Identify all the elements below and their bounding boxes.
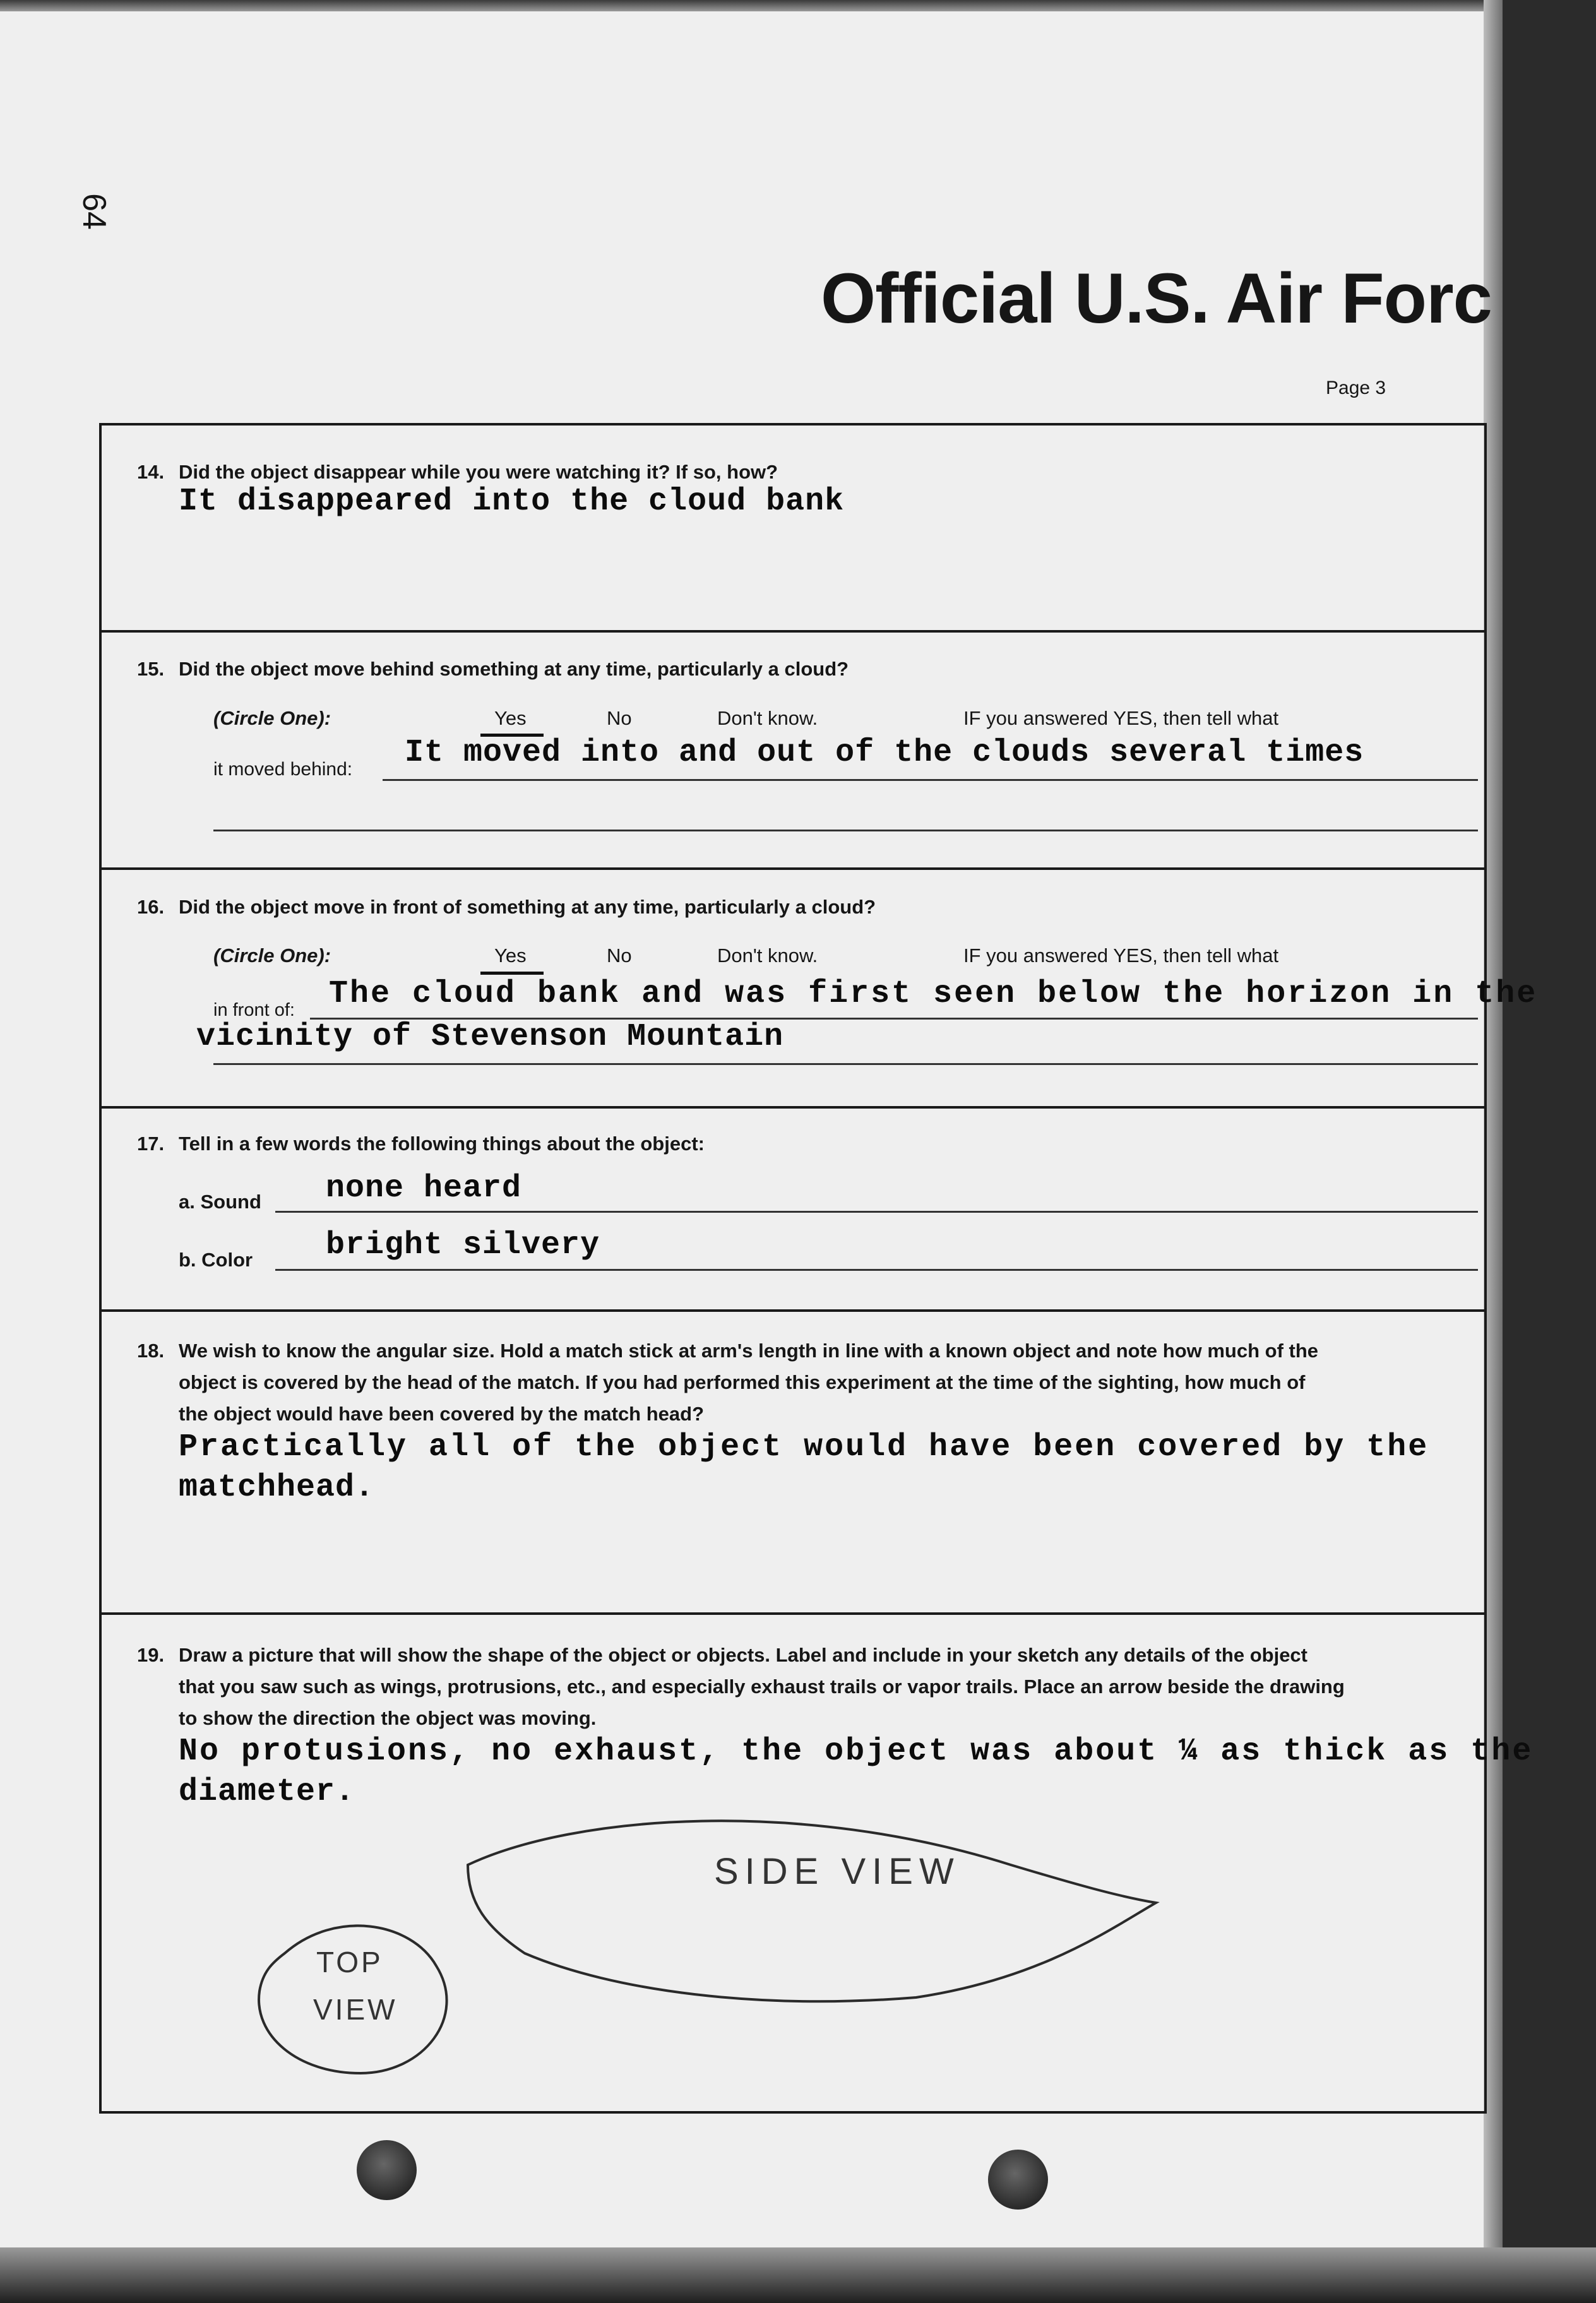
q15-circle-label: (Circle One): [213, 707, 331, 729]
binder-hole-punch [988, 2150, 1048, 2210]
form-title: Official U.S. Air Forc [821, 259, 1492, 338]
q17-sound-label: a. Sound [179, 1191, 261, 1213]
q17-number: 17. [137, 1133, 165, 1155]
q16-option-dont-know: Don't know. [717, 944, 818, 967]
q16-text: Did the object move in front of something at any time, particularly a cloud? [179, 896, 876, 918]
top-view-label-2: VIEW [313, 1993, 398, 2026]
q18-text-line-2: object is covered by the head of the match. If you had performed this experiment at the time of the sighting, how much of [179, 1371, 1306, 1393]
q15-option-yes: Yes [494, 707, 527, 729]
q19-number: 19. [137, 1644, 165, 1666]
q16-option-no: No [607, 944, 632, 967]
q16-if-yes-instruction: IF you answered YES, then tell what [963, 944, 1279, 967]
q16-answer-line-1: The cloud bank and was first seen below the horizon in the [329, 976, 1538, 1012]
q18-text-line-1: We wish to know the angular size. Hold a match stick at arm's length in line with a known object and note how much of the [179, 1340, 1319, 1362]
q15-number: 15. [137, 658, 165, 680]
answer-line [383, 779, 1478, 781]
q19-answer-line-2: diameter. [179, 1774, 355, 1810]
q17-text: Tell in a few words the following things about the object: [179, 1133, 705, 1155]
q18-number: 18. [137, 1340, 165, 1362]
section-divider [102, 1612, 1484, 1615]
page-label: Page 3 [1326, 378, 1386, 398]
q15-option-no: No [607, 707, 632, 729]
top-view-label-1: TOP [316, 1946, 383, 1979]
answer-line [213, 830, 1478, 831]
q17-color-answer: bright silvery [326, 1227, 600, 1263]
q16-number: 16. [137, 896, 165, 918]
q15-behind-label: it moved behind: [213, 759, 353, 780]
q16-in-front-label: in front of: [213, 1000, 295, 1020]
section-divider [102, 1309, 1484, 1312]
q14-text: Did the object disappear while you were watching it? If so, how? [179, 461, 778, 483]
q18-answer-line-2: matchhead. [179, 1470, 375, 1506]
scan-bottom-edge [0, 2247, 1596, 2303]
q19-answer-line-1: No protusions, no exhaust, the object was about ¼ as thick as the [179, 1734, 1533, 1770]
q14-prompt [137, 461, 778, 484]
q17-prompt [137, 1133, 705, 1155]
q18-prompt [137, 1340, 1318, 1362]
q19-sketch [171, 1802, 1307, 2092]
scan-right-edge [1503, 0, 1596, 2303]
section-divider [102, 1106, 1484, 1109]
q18-text-line-3: the object would have been covered by the match head? [179, 1403, 705, 1425]
q19-text-line-1: Draw a picture that will show the shape of the object or objects. Label and include in your sketch any details of the object [179, 1644, 1307, 1666]
q15-prompt [137, 658, 849, 681]
q15-text: Did the object move behind something at any time, particularly a cloud? [179, 658, 849, 680]
q15-option-dont-know: Don't know. [717, 707, 818, 729]
q17-sound-answer: none heard [326, 1170, 522, 1206]
q16-option-yes: Yes [494, 944, 527, 967]
q16-yes-underline-mark [480, 972, 544, 975]
handwritten-page-number: 64 [75, 193, 112, 230]
binder-hole-punch [357, 2140, 417, 2200]
section-divider [102, 630, 1484, 633]
q18-answer-line-1: Practically all of the object would have been covered by the [179, 1429, 1429, 1465]
answer-line [275, 1269, 1478, 1271]
questionnaire-form [99, 423, 1538, 2114]
q14-answer: It disappeared into the cloud bank [179, 484, 845, 520]
side-view-outline [468, 1821, 1156, 2001]
q16-circle-label: (Circle One): [213, 944, 331, 967]
q15-answer: It moved into and out of the clouds several times [405, 735, 1364, 771]
scan-top-edge [0, 0, 1503, 11]
q19-text-line-2: that you saw such as wings, protrusions, etc., and especially exhaust trails or vapor trails. Place an arrow beside the drawing [179, 1675, 1345, 1698]
side-view-label: SIDE VIEW [714, 1851, 960, 1892]
answer-line [213, 1063, 1478, 1065]
q16-answer-line-2: vicinity of Stevenson Mountain [196, 1019, 784, 1055]
q16-prompt [137, 896, 876, 919]
q14-number: 14. [137, 461, 165, 483]
q19-prompt [137, 1644, 1307, 1667]
section-divider [102, 867, 1484, 870]
answer-line [275, 1211, 1478, 1213]
q17-color-label: b. Color [179, 1249, 253, 1271]
q15-if-yes-instruction: IF you answered YES, then tell what [963, 707, 1279, 729]
q19-text-line-3: to show the direction the object was moving. [179, 1707, 597, 1729]
